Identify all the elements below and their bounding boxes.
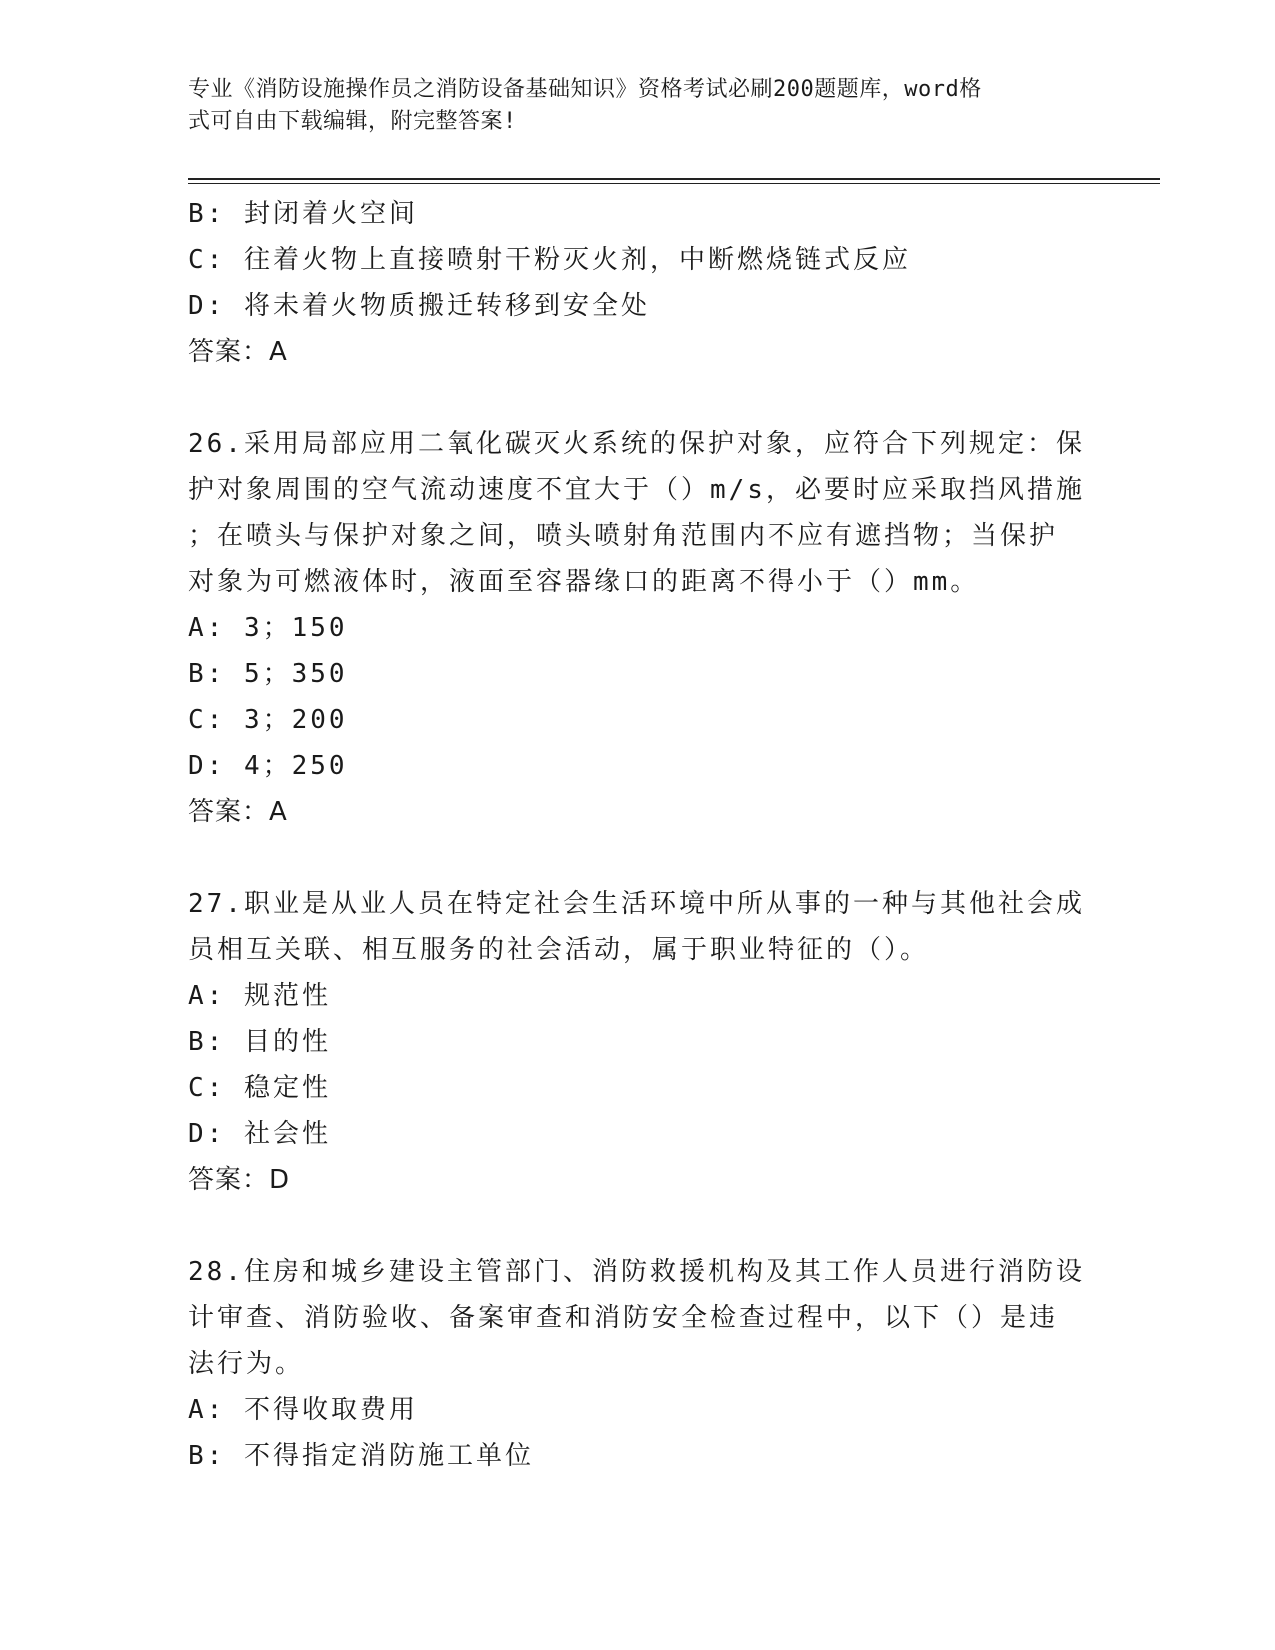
option-a: A: 规范性 [188,981,331,1011]
carryover-block [188,191,1088,375]
option-b: B: 不得指定消防施工单位 [188,1441,534,1471]
spacer [188,375,1088,421]
header-line-2: 式可自由下载编辑，附完整答案! [188,109,517,134]
spacer [188,835,1088,881]
option-c: C: 稳定性 [188,1073,331,1103]
question-stem-line: 27.职业是从业人员在特定社会生活环境中所从事的一种与其他社会成 [188,889,1085,919]
question-stem-line: 法行为。 [188,1349,305,1379]
question-stem-line: ；在喷头与保护对象之间，喷头喷射角范围内不应有遮挡物；当保护 [188,521,1059,551]
option-d: D: 4；250 [188,751,348,781]
question-stem-line: 计审查、消防验收、备案审查和消防安全检查过程中，以下（）是违 [188,1303,1059,1333]
answer-line: 答案：A [188,337,288,367]
question-content [188,191,1088,1479]
option-c: C: 往着火物上直接喷射干粉灭火剂，中断燃烧链式反应 [188,245,911,275]
option-d: D: 社会性 [188,1119,331,1149]
question-27 [188,881,1088,1203]
header-divider-thin [188,183,1160,184]
header-line-1: 专业《消防设施操作员之消防设备基础知识》资格考试必刷200题题库，word格 [188,77,982,102]
spacer [188,1203,1088,1249]
option-b: B: 5；350 [188,659,348,689]
question-stem-line: 26.采用局部应用二氧化碳灭火系统的保护对象，应符合下列规定：保 [188,429,1085,459]
question-stem-line: 员相互关联、相互服务的社会活动，属于职业特征的（）。 [188,935,930,965]
document-header [188,74,1068,138]
question-stem-line: 28.住房和城乡建设主管部门、消防救援机构及其工作人员进行消防设 [188,1257,1085,1287]
option-d: D: 将未着火物质搬迁转移到安全处 [188,291,650,321]
question-stem-line: 护对象周围的空气流动速度不宜大于（）m/s，必要时应采取挡风措施 [188,475,1085,505]
answer-line: 答案：D [188,1165,291,1195]
question-28 [188,1249,1088,1479]
option-a: A: 不得收取费用 [188,1395,418,1425]
question-26 [188,421,1088,835]
option-a: A: 3；150 [188,613,348,643]
option-b: B: 目的性 [188,1027,331,1057]
header-divider-thick [188,178,1160,180]
option-b: B: 封闭着火空间 [188,199,418,229]
answer-line: 答案：A [188,797,288,827]
option-c: C: 3；200 [188,705,348,735]
question-stem-line: 对象为可燃液体时，液面至容器缘口的距离不得小于（）mm。 [188,567,980,597]
